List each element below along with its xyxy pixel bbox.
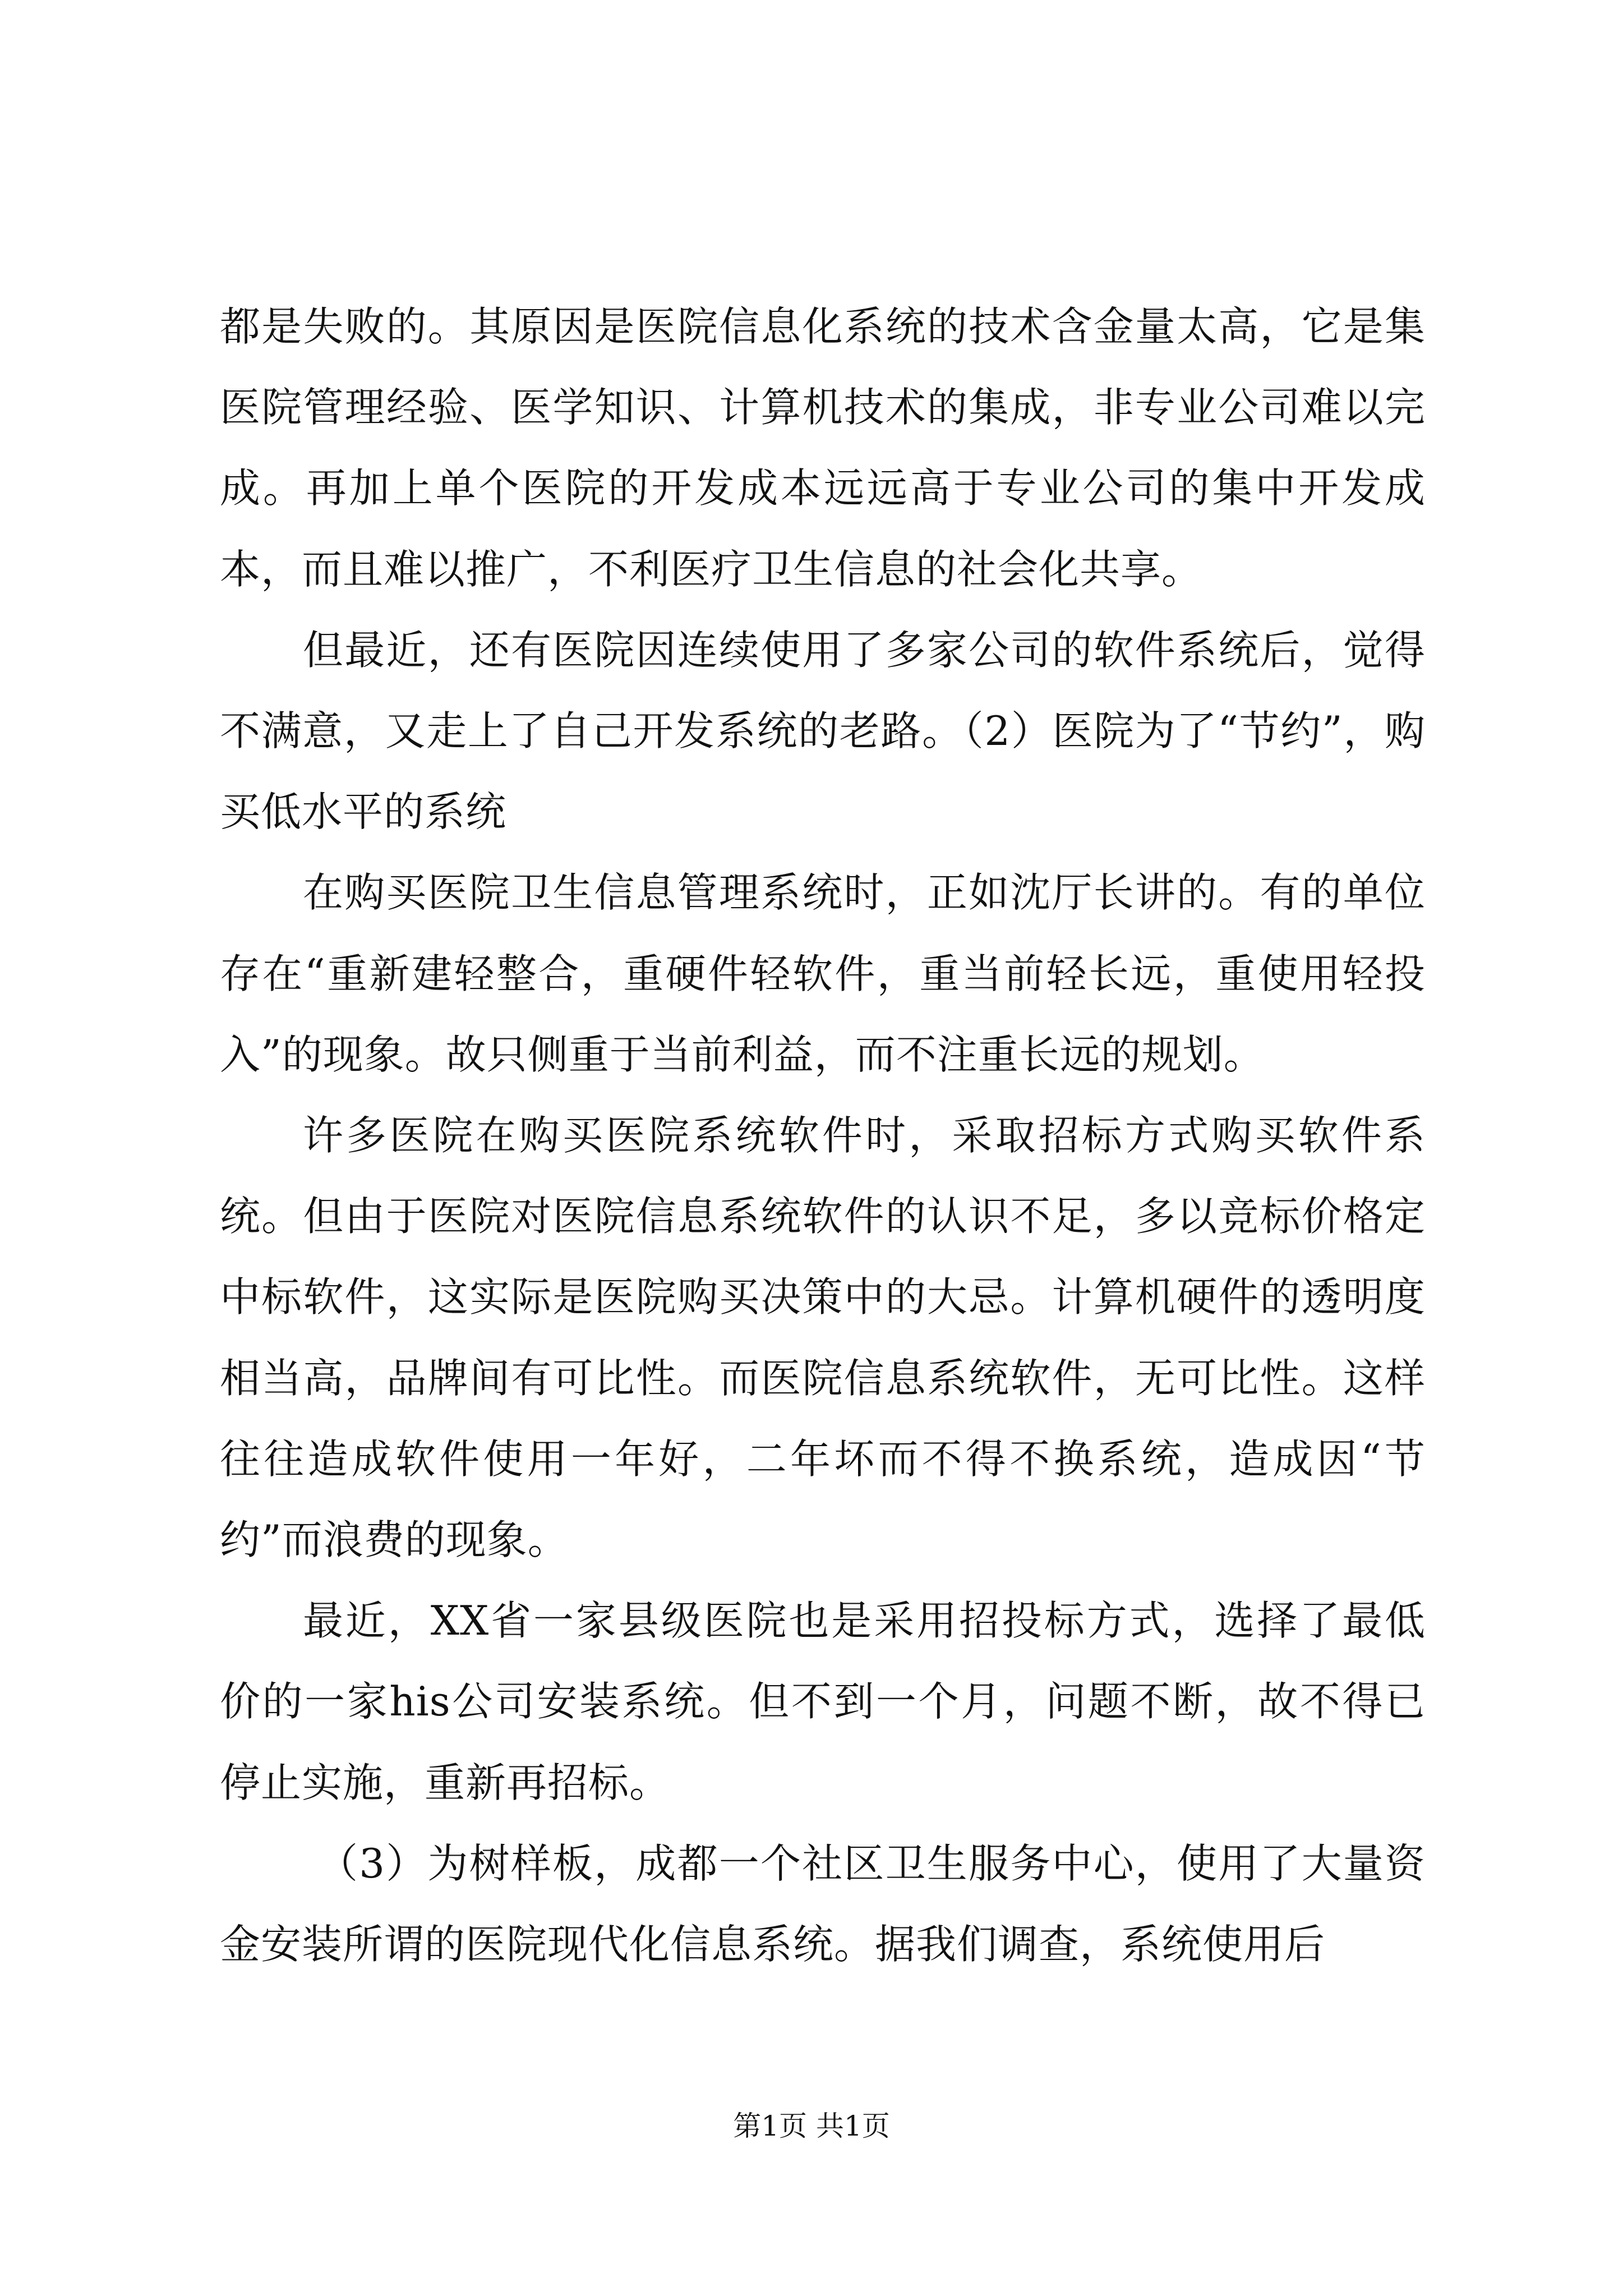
document-body [220, 286, 1426, 1985]
paragraph-1: 都是失败的。其原因是医院信息化系统的技术含金量太高，它是集医院管理经验、医学知识、计算机技术的集成，非专业公司难以完成。再加上单个医院的开发成本远远高于专业公司的集中开发成本，而且难以推广，不利医疗卫生信息的社会化共享。 [220, 303, 1426, 593]
paragraph-6: （3）为树样板，成都一个社区卫生服务中心，使用了大量资金安装所谓的医院现代化信息系统。据我们调查，系统使用后 [220, 1839, 1426, 1968]
paragraph-5: 最近，XX省一家县级医院也是采用招投标方式，选择了最低价的一家his公司安装系统。但不到一个月，问题不断，故不得已停止实施，重新再招标。 [220, 1597, 1426, 1806]
paragraph-4: 许多医院在购买医院系统软件时，采取招标方式购买软件系统。但由于医院对医院信息系统软件的认识不足，多以竞标价格定中标软件，这实际是医院购买决策中的大忌。计算机硬件的透明度相当高，品牌间有可比性。而医院信息系统软件，无可比性。这样往往造成软件使用一年好，二年坏而不得不换系统，造成因“节约”而浪费的现象。 [220, 1112, 1426, 1564]
paragraph-2: 但最近，还有医院因连续使用了多家公司的软件系统后，觉得不满意，又走上了自己开发系统的老路。（2）医院为了“节约”，购买低水平的系统 [220, 626, 1426, 836]
paragraph-3: 在购买医院卫生信息管理系统时，正如沈厅长讲的。有的单位存在“重新建轻整合，重硬件轻软件，重当前轻长远，重使用轻投入”的现象。故只侧重于当前利益，而不注重长远的规划。 [220, 869, 1426, 1078]
page-footer: 第1页 共1页 [733, 2110, 890, 2142]
